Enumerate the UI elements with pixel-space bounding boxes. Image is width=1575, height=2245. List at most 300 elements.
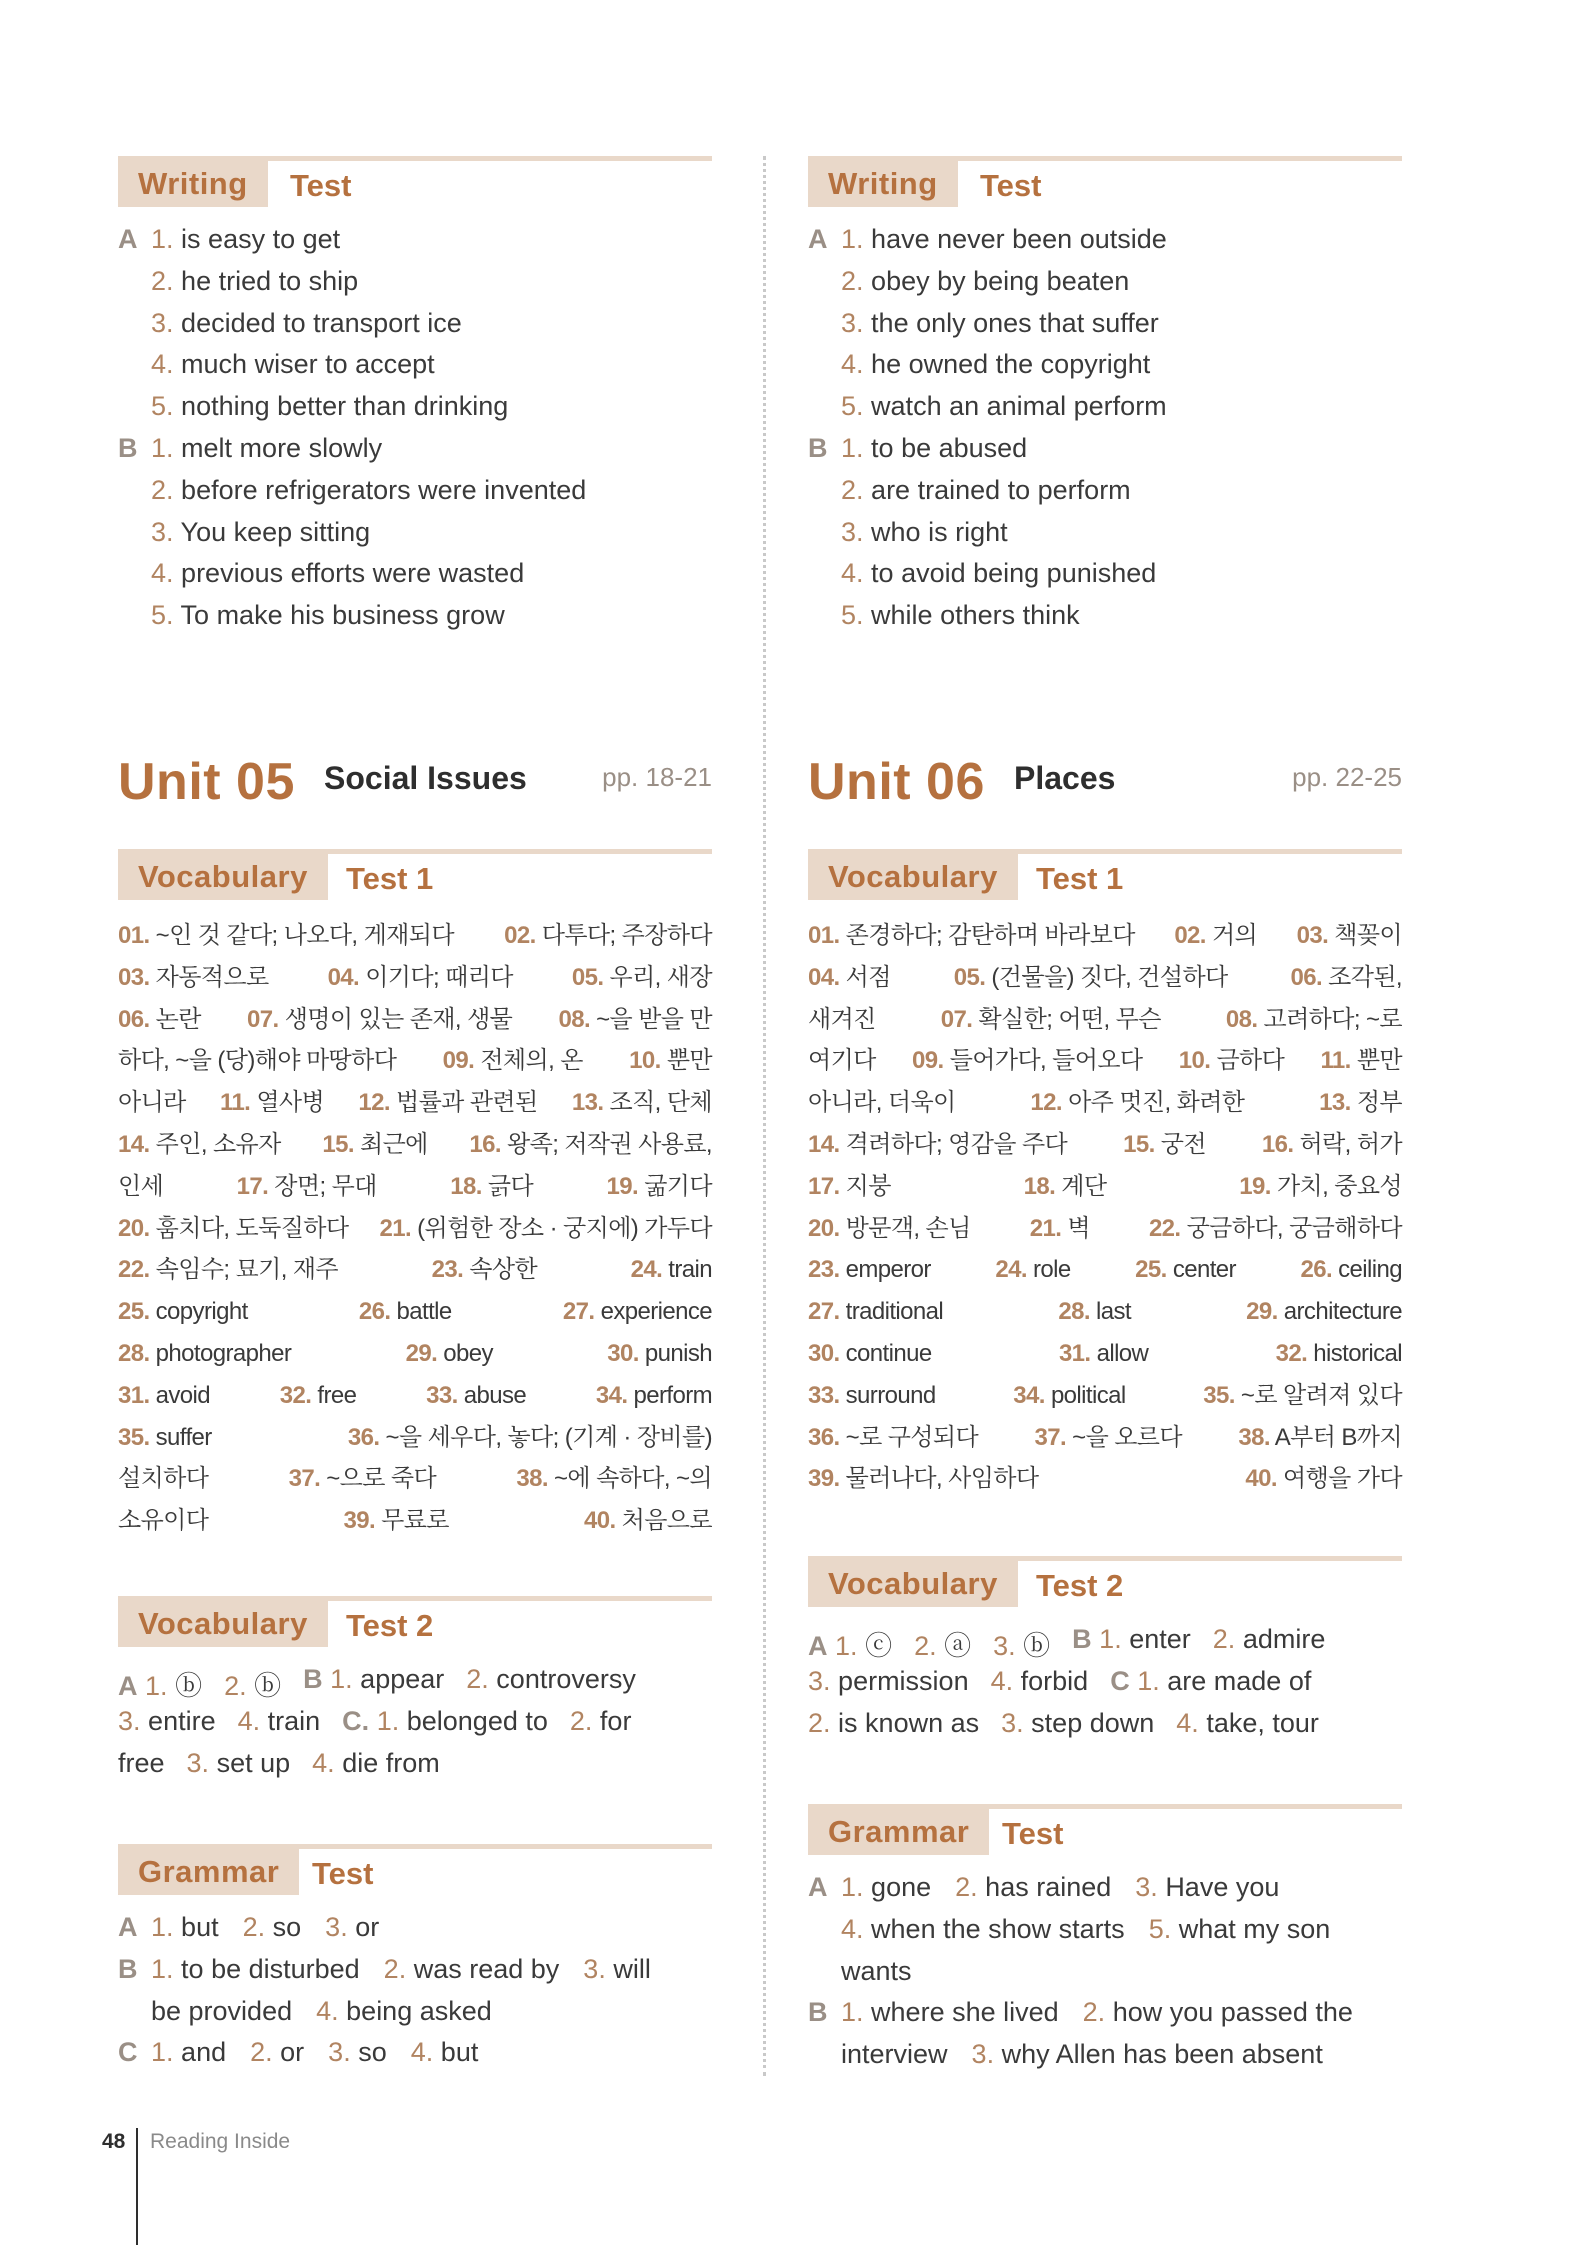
entry-meaning: last bbox=[1095, 1298, 1131, 1326]
vocab-entry bbox=[631, 1249, 712, 1291]
answer-number: 1. bbox=[151, 433, 174, 463]
entry-meaning: 처음으로 bbox=[621, 1507, 712, 1535]
entry-meaning: continue bbox=[845, 1339, 932, 1367]
entry-meaning: (위험한 장소 · 궁지에) 가두다 bbox=[417, 1214, 712, 1242]
entry-meaning: 설치하다 bbox=[118, 1465, 209, 1493]
answer-number: 4. bbox=[1176, 1707, 1199, 1738]
answer-entry bbox=[312, 1748, 440, 1779]
answer-entry bbox=[328, 2037, 387, 2068]
entry-meaning: avoid bbox=[155, 1381, 211, 1409]
answer-line bbox=[151, 517, 370, 548]
entry-meaning: 고려하다; ~로 bbox=[1263, 1005, 1402, 1033]
answer-number: 1. bbox=[1099, 1624, 1122, 1654]
answer-number: 1. bbox=[151, 1953, 174, 1984]
vocab-entry bbox=[808, 999, 876, 1041]
vocab-entry bbox=[118, 1166, 163, 1208]
vocab-entry bbox=[450, 1166, 533, 1208]
vocab-entry bbox=[1024, 1166, 1107, 1208]
answer-entry bbox=[841, 1914, 1125, 1945]
vocab-line bbox=[118, 1249, 712, 1291]
entry-meaning: 아니라 bbox=[118, 1089, 186, 1117]
group-letter: B bbox=[808, 1997, 828, 2028]
vocab-line bbox=[808, 1208, 1402, 1250]
section-header-label: Vocabulary bbox=[118, 854, 328, 900]
entry-meaning: 존경하다; 감탄하며 바라보다 bbox=[845, 922, 1135, 949]
vocab-entry bbox=[118, 1375, 210, 1417]
vocab-line bbox=[808, 1249, 1402, 1291]
grammar-line bbox=[841, 2039, 1323, 2070]
vocab-line bbox=[808, 999, 1402, 1041]
vocab-entry bbox=[1013, 1375, 1125, 1417]
answer-number: 2. bbox=[1082, 1997, 1106, 2028]
group-letter: C bbox=[118, 2037, 138, 2068]
answer-text: nothing better than drinking bbox=[181, 391, 509, 422]
answer-line bbox=[841, 558, 1156, 589]
entry-meaning: 무료로 bbox=[381, 1507, 449, 1535]
answer-text: ⓑ bbox=[254, 1671, 282, 1701]
entry-number: 03. bbox=[1296, 922, 1329, 949]
answer-number: 2. bbox=[569, 1705, 593, 1736]
vocab-entry bbox=[1226, 999, 1402, 1041]
vocab-entry bbox=[328, 957, 513, 999]
answer-number: 3. bbox=[1135, 1872, 1158, 1902]
answer-number: 2. bbox=[841, 265, 864, 296]
entry-number: 31. bbox=[118, 1381, 150, 1409]
answer-entry bbox=[316, 1996, 492, 2027]
answer-entry bbox=[118, 1706, 216, 1737]
answer-line bbox=[151, 349, 435, 380]
answer-text: he tried to ship bbox=[181, 265, 359, 296]
vocab-line bbox=[808, 1124, 1402, 1166]
entry-number: 25. bbox=[118, 1298, 150, 1326]
answer-text: why Allen has been absent bbox=[1001, 2039, 1323, 2070]
answer-entry bbox=[303, 1664, 444, 1703]
group-letter: B bbox=[118, 433, 138, 463]
section-header-sublabel: Test bbox=[290, 168, 352, 203]
vocab2-line bbox=[808, 1624, 1402, 1663]
vocab-entry bbox=[1030, 1208, 1090, 1250]
answer-entry bbox=[808, 1708, 979, 1739]
vocab-entry bbox=[941, 999, 1161, 1041]
section-header-label: Vocabulary bbox=[808, 1561, 1018, 1607]
vocab-entry bbox=[808, 957, 891, 999]
entry-number: 01. bbox=[808, 922, 840, 949]
entry-meaning: suffer bbox=[155, 1423, 212, 1451]
unit-number: Unit 06 bbox=[808, 753, 985, 811]
answer-number: 3. bbox=[808, 1665, 831, 1696]
vocab-line bbox=[808, 1458, 1402, 1500]
group-letter: C. bbox=[342, 1705, 370, 1736]
entry-meaning: 법률과 관련된 bbox=[396, 1089, 538, 1117]
entry-number: 09. bbox=[442, 1047, 475, 1075]
answer-entry bbox=[808, 1624, 892, 1663]
answer-text: forbid bbox=[1020, 1665, 1089, 1696]
entry-number: 39. bbox=[808, 1465, 840, 1493]
vocab-entry bbox=[237, 1166, 377, 1208]
entry-meaning: ~에 속하다, ~의 bbox=[554, 1465, 712, 1493]
entry-number: 07. bbox=[247, 1005, 279, 1033]
vocab-entry bbox=[118, 1333, 291, 1375]
answer-number: 1. bbox=[330, 1664, 353, 1694]
answer-text: controversy bbox=[496, 1664, 636, 1694]
vocab-line bbox=[118, 1333, 712, 1375]
answer-number: 5. bbox=[841, 600, 864, 631]
answer-line bbox=[841, 308, 1159, 339]
answer-line bbox=[151, 475, 586, 506]
vocab-line bbox=[808, 1082, 1402, 1124]
answer-entry bbox=[972, 2039, 1323, 2070]
entry-meaning: 허락, 허가 bbox=[1299, 1130, 1402, 1158]
entry-number: 40. bbox=[583, 1507, 616, 1535]
vocab-entry bbox=[1321, 1040, 1403, 1082]
answer-line bbox=[841, 349, 1150, 380]
vocab-entry bbox=[1276, 1333, 1402, 1375]
group-letter: B bbox=[808, 433, 828, 463]
entry-number: 21. bbox=[379, 1214, 412, 1242]
answer-entry bbox=[1149, 1914, 1331, 1945]
entry-meaning: ~을 받을 만 bbox=[596, 1005, 712, 1033]
answer-text: ⓐ bbox=[944, 1631, 972, 1661]
vocab-entry bbox=[1149, 1208, 1402, 1250]
entry-number: 22. bbox=[1148, 1214, 1181, 1242]
entry-number: 07. bbox=[940, 1005, 973, 1033]
answer-line bbox=[841, 266, 1129, 297]
answer-number: 2. bbox=[955, 1872, 978, 1902]
vocab-entry bbox=[118, 1500, 208, 1542]
answer-number: 4. bbox=[316, 1995, 339, 2026]
entry-meaning: architecture bbox=[1283, 1298, 1402, 1326]
entry-meaning: 벽 bbox=[1067, 1214, 1090, 1242]
entry-number: 19. bbox=[606, 1172, 639, 1200]
entry-meaning: 하다, ~을 (당)해야 마땅하다 bbox=[118, 1047, 397, 1075]
entry-meaning: 훔치다, 도둑질하다 bbox=[155, 1214, 349, 1242]
vocab-line bbox=[808, 1291, 1402, 1333]
vocab-entry bbox=[808, 1208, 971, 1250]
vocab-entry bbox=[118, 1417, 212, 1459]
answer-text: take, tour bbox=[1206, 1707, 1319, 1738]
vocab-entry bbox=[1246, 1291, 1402, 1333]
entry-meaning: 확실한; 어떤, 무슨 bbox=[978, 1005, 1161, 1033]
answer-text: set up bbox=[216, 1747, 291, 1778]
answer-line bbox=[841, 475, 1131, 506]
entry-number: 14. bbox=[808, 1130, 840, 1158]
entry-meaning: 속임수; 묘기, 재주 bbox=[155, 1256, 339, 1284]
vocab-line bbox=[118, 1208, 712, 1250]
answer-line bbox=[151, 224, 340, 255]
answer-text: he owned the copyright bbox=[871, 349, 1151, 380]
entry-meaning: obey bbox=[443, 1339, 493, 1367]
answer-line bbox=[151, 558, 524, 589]
entry-meaning: ~로 구성되다 bbox=[845, 1423, 979, 1451]
entry-meaning: 격려하다; 영감을 주다 bbox=[845, 1130, 1068, 1158]
section-header-label: Grammar bbox=[118, 1849, 299, 1895]
answer-number: 1. bbox=[145, 1671, 168, 1701]
answer-entry bbox=[841, 2039, 948, 2070]
answer-number: 1. bbox=[841, 224, 864, 254]
vocab2-line bbox=[808, 1708, 1402, 1739]
vocab-entry bbox=[1291, 957, 1402, 999]
answer-text: or bbox=[280, 2037, 305, 2068]
vocab-line bbox=[808, 1166, 1402, 1208]
answer-text: are trained to perform bbox=[871, 474, 1131, 505]
answer-text: gone bbox=[871, 1872, 932, 1902]
answer-text: to be disturbed bbox=[181, 1953, 360, 1984]
grammar-line bbox=[841, 1997, 1353, 2028]
section-header bbox=[808, 156, 1402, 207]
entry-meaning: 인세 bbox=[118, 1172, 164, 1200]
entry-number: 33. bbox=[426, 1381, 458, 1409]
answer-text: previous efforts were wasted bbox=[181, 558, 525, 589]
vocab-entry bbox=[348, 1417, 712, 1459]
book-title: Reading Inside bbox=[150, 2130, 291, 2153]
vocab-entry bbox=[629, 1040, 712, 1082]
answer-number: 1. bbox=[376, 1705, 400, 1736]
entry-number: 28. bbox=[118, 1339, 150, 1367]
vocab-line bbox=[118, 1124, 712, 1166]
vocab-line bbox=[118, 915, 712, 957]
entry-meaning: photographer bbox=[155, 1339, 292, 1367]
entry-number: 08. bbox=[1225, 1005, 1258, 1033]
section-header-label: Writing bbox=[118, 161, 268, 207]
answer-text: ⓒ bbox=[865, 1631, 893, 1661]
writing-test-section-right bbox=[808, 156, 1402, 631]
answer-entry bbox=[238, 1706, 321, 1737]
entry-meaning: traditional bbox=[845, 1298, 944, 1326]
entry-number: 32. bbox=[279, 1381, 312, 1409]
group-letter: B bbox=[118, 1953, 138, 1984]
entry-meaning: abuse bbox=[463, 1381, 527, 1409]
answer-number: 3. bbox=[151, 516, 174, 547]
entry-meaning: 방문객, 손님 bbox=[845, 1214, 971, 1242]
entry-meaning: punish bbox=[644, 1339, 712, 1367]
entry-meaning: free bbox=[317, 1381, 357, 1409]
unit-heading-right bbox=[808, 752, 1402, 812]
answer-text: are made of bbox=[1167, 1665, 1312, 1696]
vocab2-line bbox=[808, 1666, 1402, 1697]
section-header-sublabel: Test 1 bbox=[1036, 861, 1124, 896]
vocab-line bbox=[118, 1458, 712, 1500]
entry-number: 14. bbox=[118, 1130, 150, 1158]
section-header bbox=[118, 1596, 712, 1647]
entry-number: 17. bbox=[236, 1172, 269, 1200]
group-letter: C bbox=[1110, 1665, 1130, 1696]
entry-meaning: 계단 bbox=[1061, 1172, 1107, 1200]
vocab-entry bbox=[1058, 1291, 1131, 1333]
grammar-line bbox=[151, 2037, 478, 2068]
entry-number: 33. bbox=[808, 1381, 840, 1409]
entry-meaning: (건물을) 짓다, 건설하다 bbox=[991, 963, 1228, 991]
entry-number: 28. bbox=[1058, 1298, 1090, 1326]
entry-meaning: 뿐만 bbox=[666, 1047, 712, 1075]
vocab-line bbox=[118, 1166, 712, 1208]
entry-number: 02. bbox=[504, 922, 536, 949]
entry-number: 12. bbox=[358, 1089, 390, 1117]
entry-meaning: 논란 bbox=[155, 1005, 201, 1033]
answer-number: 2. bbox=[841, 474, 864, 505]
answer-entry bbox=[342, 1706, 548, 1737]
vocab2-line bbox=[118, 1706, 712, 1737]
answer-number: 3. bbox=[151, 307, 174, 338]
answer-line bbox=[841, 600, 1080, 631]
vocab-line bbox=[118, 1500, 712, 1542]
entry-number: 30. bbox=[808, 1339, 840, 1367]
group-letter: A bbox=[808, 1872, 828, 1902]
vocab2-line bbox=[118, 1664, 712, 1703]
vocab-entry bbox=[808, 1249, 931, 1291]
footer-rule bbox=[136, 2128, 138, 2245]
section-header-label: Vocabulary bbox=[118, 1601, 328, 1647]
entry-meaning: 책꽂이 bbox=[1334, 922, 1402, 949]
vocab-entry bbox=[516, 1458, 712, 1500]
answer-number: 1. bbox=[151, 1912, 174, 1942]
answer-line bbox=[841, 391, 1167, 422]
entry-number: 08. bbox=[558, 1005, 591, 1033]
entry-number: 37. bbox=[1034, 1423, 1067, 1451]
answer-text: ⓑ bbox=[1023, 1631, 1051, 1661]
answer-number: 2. bbox=[151, 474, 174, 505]
answer-entry bbox=[466, 1664, 636, 1703]
entry-meaning: 여행을 가다 bbox=[1283, 1465, 1402, 1493]
vocab-entry bbox=[1123, 1124, 1206, 1166]
entry-meaning: battle bbox=[396, 1298, 452, 1326]
unit-pages: pp. 18-21 bbox=[602, 762, 712, 792]
entry-number: 03. bbox=[118, 963, 150, 991]
section-header bbox=[808, 849, 1402, 900]
entry-meaning: 지붕 bbox=[845, 1172, 891, 1200]
grammar-line bbox=[151, 1912, 379, 1943]
vocab-entry bbox=[596, 1375, 712, 1417]
section-header bbox=[118, 849, 712, 900]
vocab-entry bbox=[118, 915, 454, 957]
entry-meaning: ~인 것 같다; 나오다, 게재되다 bbox=[155, 922, 454, 949]
vocab-entry bbox=[808, 1291, 943, 1333]
grammar-line bbox=[841, 1872, 1279, 1903]
answer-number: 2. bbox=[383, 1953, 407, 1984]
entry-number: 25. bbox=[1135, 1256, 1167, 1284]
section-header bbox=[118, 1844, 712, 1895]
vocab-entry bbox=[558, 999, 712, 1041]
group-letter: A bbox=[808, 224, 828, 254]
answer-text: melt more slowly bbox=[181, 433, 383, 463]
entry-meaning: 우리, 새장 bbox=[609, 963, 712, 991]
answer-text: interview bbox=[841, 2039, 948, 2070]
answer-number: 2. bbox=[808, 1707, 831, 1738]
unit-number: Unit 05 bbox=[118, 753, 295, 811]
vocab-entry bbox=[1135, 1249, 1236, 1291]
answer-entry bbox=[570, 1706, 632, 1737]
vocab-entry bbox=[469, 1124, 712, 1166]
answer-text: but bbox=[181, 1912, 219, 1942]
vocab-line bbox=[808, 1417, 1402, 1459]
vocab-entry bbox=[954, 957, 1228, 999]
answer-entry bbox=[224, 1664, 281, 1703]
vocab-entry bbox=[504, 915, 712, 957]
entry-number: 19. bbox=[1239, 1172, 1271, 1200]
entry-meaning: surround bbox=[845, 1381, 936, 1409]
entry-number: 37. bbox=[288, 1465, 321, 1493]
entry-meaning: political bbox=[1050, 1381, 1126, 1409]
entry-meaning: 열사병 bbox=[256, 1089, 325, 1117]
answer-text: so bbox=[272, 1912, 302, 1942]
unit-title: Social Issues bbox=[324, 760, 527, 796]
answer-text: be provided bbox=[151, 1995, 293, 2026]
answer-text: entire bbox=[148, 1705, 216, 1736]
answer-number: 3. bbox=[325, 1912, 348, 1942]
vocab-entry bbox=[572, 1082, 712, 1124]
entry-meaning: 거의 bbox=[1211, 922, 1258, 949]
entry-number: 23. bbox=[431, 1256, 464, 1284]
answer-number: 3. bbox=[186, 1747, 210, 1778]
vocab-line bbox=[808, 915, 1402, 957]
answer-number: 4. bbox=[312, 1747, 335, 1778]
entry-number: 24. bbox=[995, 1256, 1027, 1284]
entry-number: 27. bbox=[562, 1298, 595, 1326]
entry-meaning: 속상한 bbox=[469, 1256, 538, 1284]
entry-number: 27. bbox=[808, 1298, 840, 1326]
vocab-line bbox=[118, 1291, 712, 1333]
vocab-entry bbox=[1035, 1417, 1182, 1459]
entry-number: 02. bbox=[1174, 922, 1206, 949]
vocab-entry bbox=[247, 999, 512, 1041]
unit-pages: pp. 22-25 bbox=[1292, 762, 1402, 792]
answer-text: obey by being beaten bbox=[871, 265, 1130, 296]
answer-line bbox=[151, 600, 505, 631]
entry-meaning: 들어가다, 들어오다 bbox=[949, 1047, 1143, 1075]
vocab-entry bbox=[1238, 1417, 1402, 1459]
answer-text: appear bbox=[360, 1664, 445, 1694]
group-letter: A bbox=[808, 1631, 828, 1661]
vocab-line bbox=[808, 1375, 1402, 1417]
vocab-entry bbox=[379, 1208, 712, 1250]
writing-test-section-left bbox=[118, 156, 712, 631]
answer-entry bbox=[1176, 1708, 1319, 1739]
section-header-sublabel: Test bbox=[1002, 1816, 1064, 1851]
entry-meaning: 궁전 bbox=[1160, 1130, 1206, 1158]
answer-number: 3. bbox=[841, 307, 864, 338]
entry-number: 09. bbox=[912, 1047, 944, 1075]
answer-number: 3. bbox=[993, 1631, 1016, 1661]
answer-number: 2. bbox=[250, 2037, 273, 2068]
answer-entry bbox=[118, 1748, 165, 1779]
entry-number: 29. bbox=[405, 1339, 438, 1367]
group-letter: B bbox=[1072, 1624, 1092, 1654]
entry-number: 26. bbox=[358, 1298, 391, 1326]
answer-text: but bbox=[440, 2037, 479, 2068]
vocab-entry bbox=[443, 1040, 583, 1082]
vocab-entry bbox=[1319, 1082, 1402, 1124]
answer-text: ⓑ bbox=[175, 1671, 203, 1701]
answer-text: or bbox=[355, 1912, 380, 1942]
answer-text: and bbox=[181, 2037, 227, 2068]
answer-text: so bbox=[358, 2037, 387, 2068]
vocab-entry bbox=[1300, 1249, 1402, 1291]
answer-text: to avoid being punished bbox=[871, 558, 1157, 589]
entry-meaning: 여기다 bbox=[808, 1047, 876, 1075]
entry-number: 11. bbox=[220, 1089, 251, 1117]
vocab-line bbox=[808, 1040, 1402, 1082]
answer-text: being asked bbox=[346, 1995, 492, 2026]
entry-meaning: 생명이 있는 존재, 생물 bbox=[284, 1005, 513, 1033]
answer-text: permission bbox=[838, 1665, 969, 1696]
entry-number: 31. bbox=[1058, 1339, 1091, 1367]
answer-line bbox=[151, 308, 462, 339]
answer-entry bbox=[151, 1954, 360, 1985]
entry-meaning: center bbox=[1172, 1256, 1236, 1284]
answer-number: 4. bbox=[841, 349, 864, 380]
vocab-entry bbox=[406, 1333, 493, 1375]
answer-line bbox=[151, 266, 358, 297]
answer-number: 3. bbox=[1001, 1707, 1024, 1738]
